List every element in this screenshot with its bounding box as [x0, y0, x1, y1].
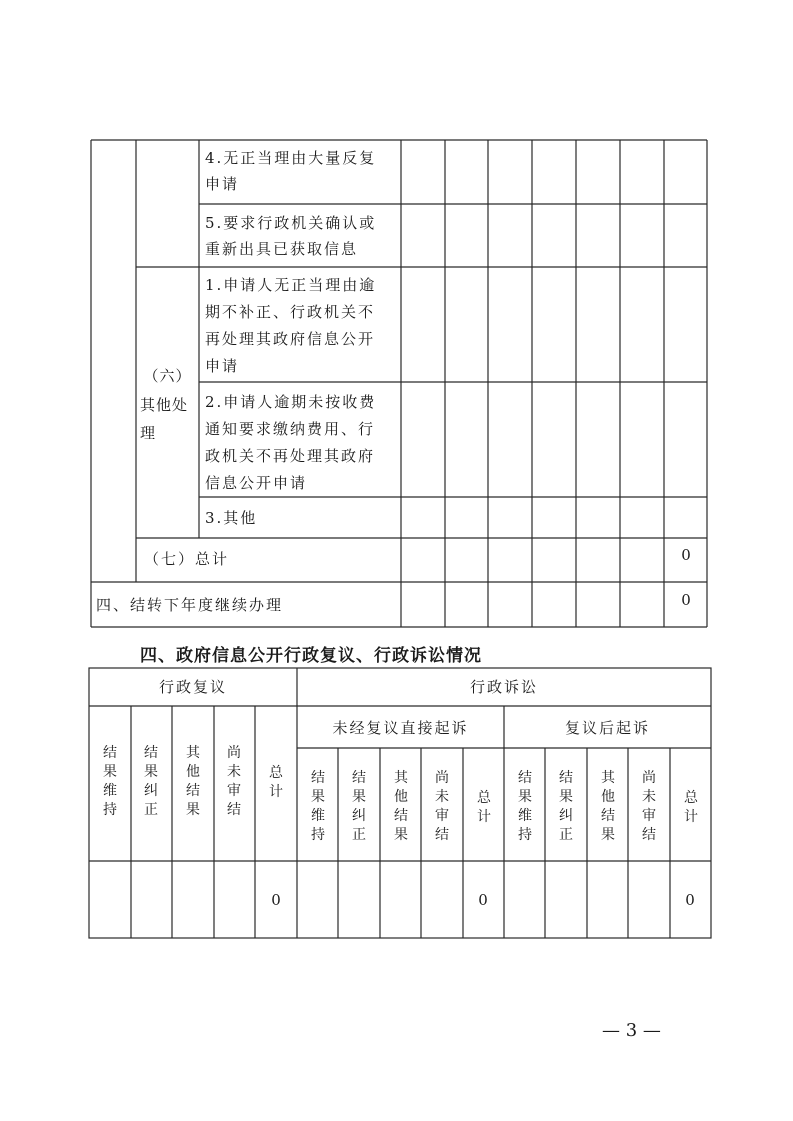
other-row-3-label: 3.其他: [205, 509, 258, 527]
group-six-line: （六）: [143, 367, 192, 385]
review-value-total: 0: [271, 891, 281, 909]
other-row-2-line: 政机关不再处理其政府: [205, 447, 376, 465]
section-title: 四、政府信息公开行政复议、行政诉讼情况: [140, 646, 482, 666]
other-row-1-line: 期不补正、行政机关不: [205, 303, 376, 321]
review-col-upheld: 结果维持: [103, 745, 117, 818]
review-col-other: 其他结果: [186, 745, 200, 818]
other-row-2-line: 2.申请人逾期未按收费: [205, 393, 377, 411]
litigation-header: 行政诉讼: [469, 678, 538, 696]
row-4-line: 4.无正当理由大量反复: [205, 149, 377, 167]
review-col-pending: 尚未审结: [227, 745, 241, 818]
row-4-line: 申请: [205, 175, 240, 193]
page-number: — 3 —: [602, 1020, 661, 1041]
other-row-2-line: 通知要求缴纳费用、行: [205, 420, 376, 438]
other-row-2-line: 信息公开申请: [205, 474, 308, 492]
review-header: 行政复议: [158, 678, 227, 696]
after-col-total: 总计: [684, 790, 698, 825]
direct-col-pending: 尚未审结: [435, 770, 449, 843]
row-5-line: 5.要求行政机关确认或: [205, 214, 377, 232]
other-row-1-line: 申请: [205, 357, 240, 375]
direct-col-other: 其他结果: [394, 770, 408, 843]
direct-col-corrected: 结果纠正: [352, 770, 366, 843]
direct-col-upheld: 结果维持: [311, 770, 325, 843]
after-col-corrected: 结果纠正: [559, 770, 573, 843]
other-row-1-line: 再处理其政府信息公开: [205, 330, 376, 348]
after-col-other: 其他结果: [601, 770, 615, 843]
direct-col-total: 总计: [477, 790, 491, 825]
total-row-value: 0: [681, 546, 691, 564]
review-col-total: 总计: [269, 765, 283, 800]
group-six-line: 其他处: [140, 396, 189, 414]
after-header: 复议后起诉: [564, 719, 650, 737]
row-5-line: 重新出具已获取信息: [205, 240, 359, 258]
direct-header: 未经复议直接起诉: [332, 719, 469, 737]
review-col-corrected: 结果纠正: [144, 745, 158, 818]
other-row-1-line: 1.申请人无正当理由逾: [205, 276, 377, 294]
carry-row-value: 0: [681, 591, 691, 609]
after-col-upheld: 结果维持: [518, 770, 532, 843]
after-col-pending: 尚未审结: [642, 770, 656, 843]
group-six-line: 理: [140, 424, 158, 442]
total-row-label: （七）总计: [144, 550, 230, 568]
after-value-total: 0: [685, 891, 695, 909]
direct-value-total: 0: [478, 891, 488, 909]
carry-row-label: 四、结转下年度继续办理: [96, 596, 284, 614]
